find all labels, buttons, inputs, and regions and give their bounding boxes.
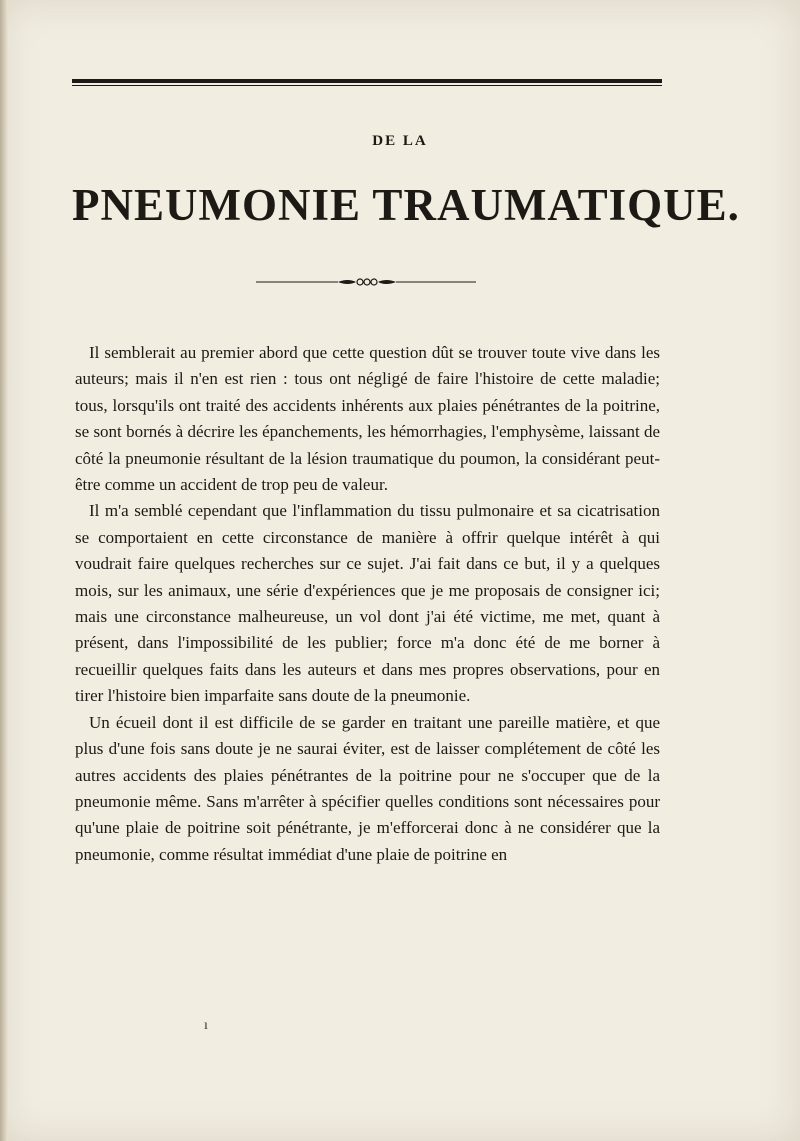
ornament-divider-icon — [256, 272, 476, 292]
body-text — [75, 340, 660, 868]
page-title: PNEUMONIE TRAUMATIQUE. — [72, 180, 740, 230]
pre-title: DE LA — [372, 133, 428, 149]
stray-print-mark: ı — [204, 1018, 208, 1033]
paragraph-2: Il m'a semblé cependant que l'inflammation du tissu pulmonaire et sa cicatrisation se comportaient en cette circonstance de manière à offrir quelque intérêt à qui voudrait faire quelques recherches sur ce sujet. J'ai fait dans ce but, il y a quelques mois, sur les animaux, une série d'expériences que je me proposais de consigner ici; mais une circonstance malheureuse, un vol dont j'ai été victime, me met, quant à présent, dans l'impossibilité de les publier; force m'a donc été de me borner à recueillir quelques faits dans les auteurs et dans mes propres observations, pour en tirer l'histoire bien imparfaite sans doute de la pneumonie. — [75, 501, 660, 706]
header-rule — [72, 79, 662, 86]
paragraph-1: Il semblerait au premier abord que cette question dût se trouver toute vive dans les auteurs; mais il n'en est rien : tous ont négligé de faire l'histoire de cette maladie; tous, lorsqu'ils ont traité des accidents inhérents aux plaies pénétrantes de la poitrine, se sont bornés à décrire les épanchements, les hémorrhagies, l'emphysème, laissant de côté la pneumonie résultant de la lésion traumatique du poumon, la considérant peut-être comme un accident de trop peu de valeur. — [75, 343, 660, 495]
page-gutter — [0, 0, 8, 1141]
paragraph-3: Un écueil dont il est difficile de se garder en traitant une pareille matière, et que plus d'une fois sans doute je ne saurai éviter, est de laisser complétement de côté les autres accidents des plaies pénétrantes de la poitrine pour ne s'occuper que de la pneumonie même. Sans m'arrêter à spécifier quelles conditions sont nécessaires pour qu'une plaie de poitrine soit pénétrante, je m'efforcerai donc à ne considérer que la pneumonie, comme résultat immédiat d'une plaie de poitrine en — [75, 712, 660, 864]
